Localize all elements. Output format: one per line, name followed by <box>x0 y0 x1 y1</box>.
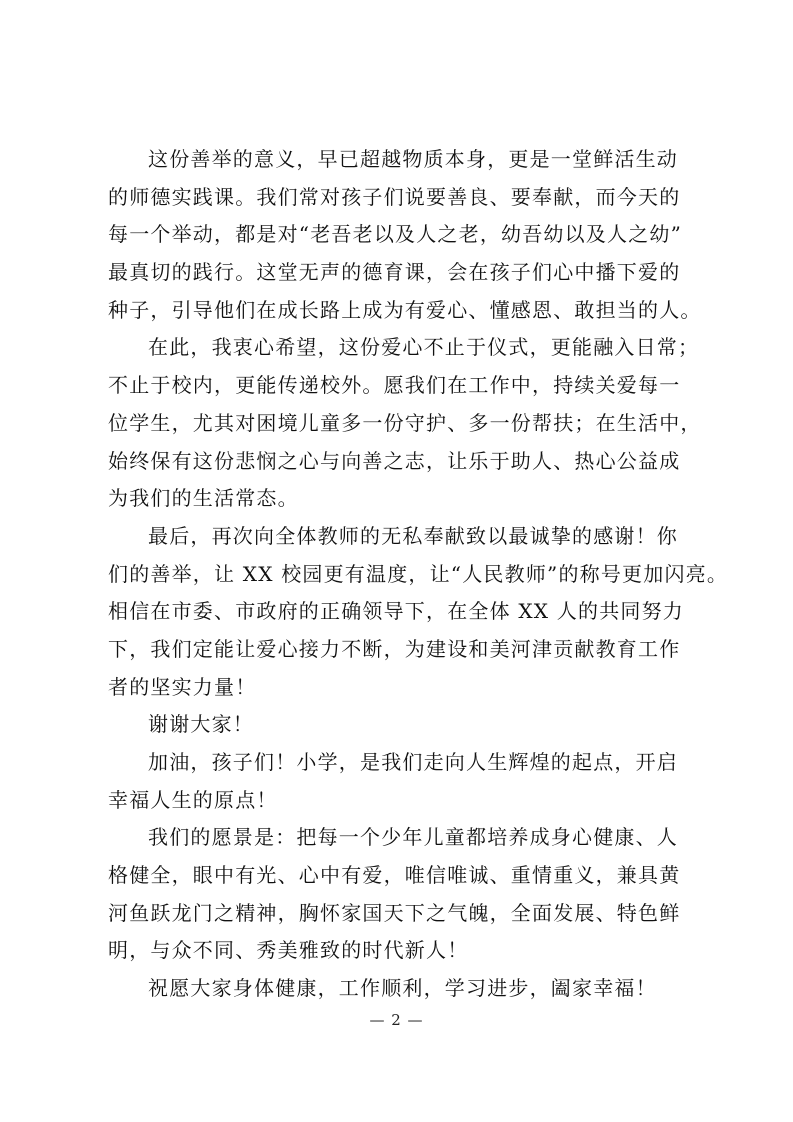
paragraph-line: 幸福人生的原点！ <box>108 787 278 812</box>
paragraph-line: 下，我们定能让爱心接力不断，为建设和美河津贡献教育工作 <box>108 636 681 661</box>
paragraph-line: 们的善举，让 XX 校园更有温度，让“人民教师”的称号更加闪亮。 <box>108 561 729 586</box>
paragraph-line: 这份善举的意义，早已超越物质本身，更是一堂鲜活生动 <box>148 147 678 171</box>
paragraph-line: 者的坚实力量！ <box>108 674 257 699</box>
paragraph-line: 相信在市委、市政府的正确领导下，在全体 XX 人的共同努力 <box>108 599 684 624</box>
document-body <box>108 141 729 1008</box>
paragraph-line: 我们的愿景是：把每一个少年儿童都培养成身心健康、人 <box>148 825 678 850</box>
paragraph-line: 加油，孩子们！小学，是我们走向人生辉煌的起点，开启 <box>148 750 678 774</box>
paragraph-line: 始终保有这份悲悯之心与向善之志，让乐于助人、热心公益成 <box>108 448 681 473</box>
paragraph-line: 祝愿大家身体健康，工作顺利，学习进步，阖家幸福！ <box>148 976 657 1001</box>
paragraph-line: 河鱼跃龙门之精神，胸怀家国天下之气魄，全面发展、特色鲜 <box>108 900 681 925</box>
paragraph-line: 谢谢大家！ <box>148 712 254 737</box>
paragraph-line: 在此，我衷心希望，这份爱心不止于仪式，更能融入日常； <box>148 335 700 360</box>
page-number: — 2 — <box>369 1011 424 1029</box>
paragraph-line: 最真切的践行。这堂无声的德育课，会在孩子们心中播下爱的 <box>108 260 681 285</box>
paragraph-line: 为我们的生活常态。 <box>108 486 299 511</box>
paragraph-line: 明，与众不同、秀美雅致的时代新人！ <box>108 938 469 963</box>
paragraph-line: 不止于校内，更能传递校外。愿我们在工作中，持续关爱每一 <box>108 373 681 398</box>
paragraph-line: 的师德实践课。我们常对孩子们说要善良、要奉献，而今天的 <box>108 184 681 209</box>
paragraph-line: 格健全，眼中有光、心中有爱，唯信唯诚、重情重义，兼具黄 <box>108 863 681 888</box>
paragraph-line: 种子，引导他们在成长路上成为有爱心、懂感恩、敢担当的人。 <box>108 297 702 322</box>
paragraph-line: 位学生，尤其对困境儿童多一份守护、多一份帮扶；在生活中， <box>108 410 702 435</box>
paragraph-line: 每一个举动，都是对“老吾老以及人之老，幼吾幼以及人之幼” <box>108 222 683 247</box>
paragraph-line: 最后，再次向全体教师的无私奉献致以最诚挚的感谢！你 <box>148 523 678 548</box>
